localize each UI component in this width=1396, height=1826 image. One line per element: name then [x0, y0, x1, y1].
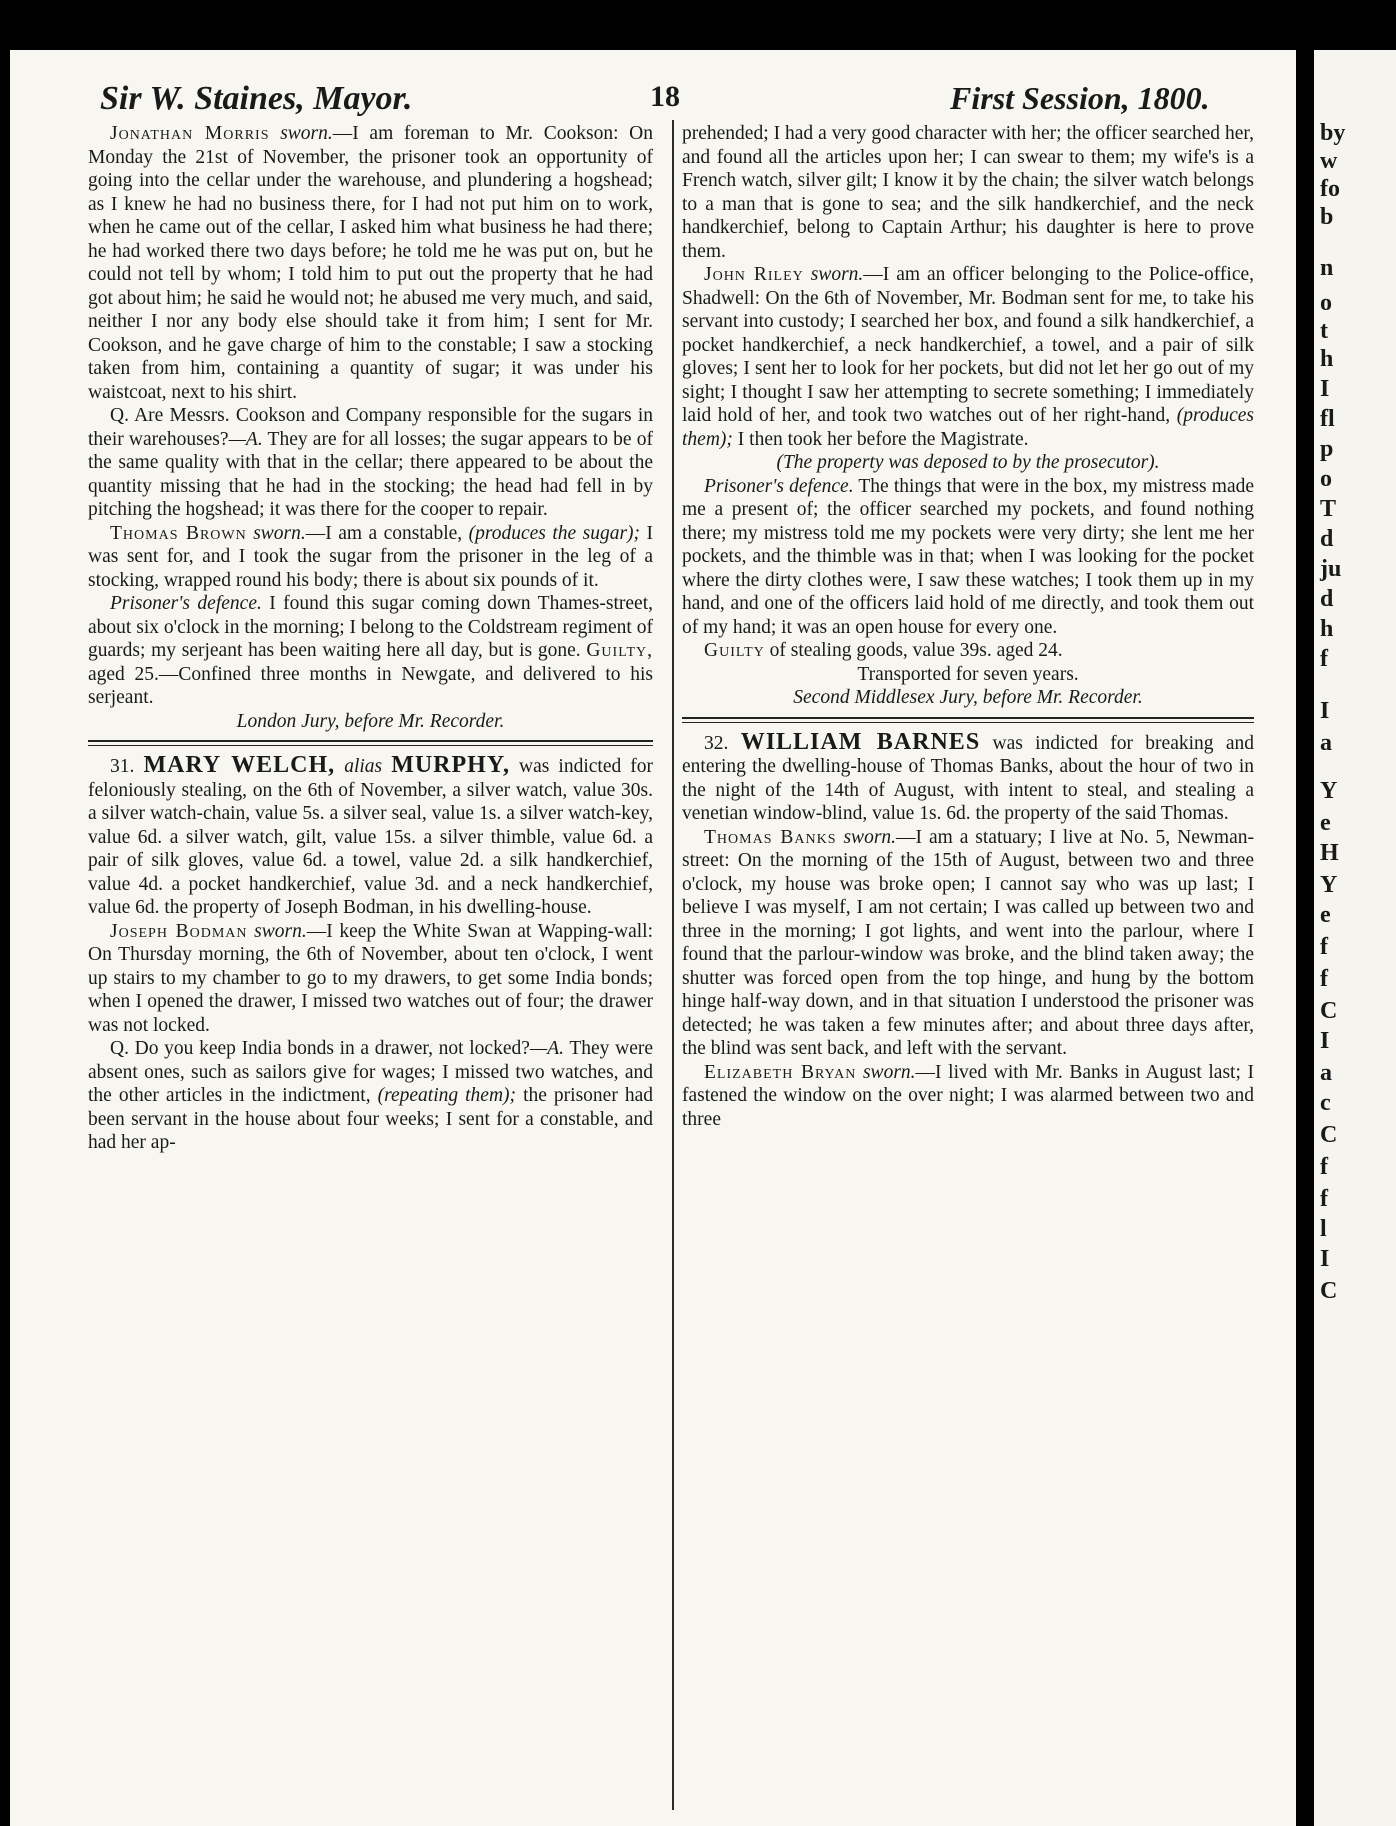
- defendant-name: WILLIAM BARNES: [740, 728, 981, 755]
- jury-line: Second Middlesex Jury, before Mr. Recorder.: [793, 687, 1143, 708]
- next-page-letter: f: [1320, 1154, 1328, 1180]
- testimony-riley: [682, 263, 1254, 451]
- next-page-letter: b: [1320, 204, 1334, 230]
- next-page-letter: ju: [1320, 556, 1342, 582]
- answer-label: —A.: [228, 428, 263, 450]
- produces-note: (produces the sugar);: [468, 522, 641, 544]
- question-block: [88, 404, 653, 522]
- next-page-letter: a: [1320, 730, 1332, 756]
- defence-text: I found this sugar coming down Thames-street, about six o'clock in the morning; I belong to the Coldstream regiment of guards; my serjeant has been waiting here all day, but is gone.: [88, 593, 653, 661]
- next-page-letter: I: [1320, 376, 1330, 402]
- next-page-letter: by: [1320, 120, 1346, 146]
- witness-name: Thomas Banks: [704, 826, 837, 848]
- next-page-letter: f: [1320, 646, 1328, 672]
- case-number: 31.: [110, 756, 135, 777]
- alias-name: MURPHY,: [391, 752, 510, 778]
- property-deposed-note: (The property was deposed to by the prosecutor).: [776, 452, 1160, 473]
- testimony-banks: [682, 826, 1254, 1061]
- defence-label: Prisoner's defence.: [704, 475, 854, 497]
- next-page-letter: e: [1320, 902, 1331, 928]
- defendant-name: MARY WELCH,: [143, 752, 336, 778]
- jury-line: London Jury, before Mr. Recorder.: [236, 710, 505, 732]
- witness-name: Elizabeth Bryan: [704, 1061, 857, 1083]
- verdict-text: aged 25.—Confined three months in Newgate, and delivered to his serjeant.: [88, 663, 653, 708]
- repeating-note: (repeating them);: [377, 1085, 517, 1106]
- testimony-text-cont: I was sent for, and I took the sugar from the prisoner in the leg of a stocking, wrapped round his body; there is about six pounds of it.: [88, 522, 654, 591]
- prisoner-defence: [682, 475, 1254, 640]
- testimony-text: —I am foreman to Mr. Cookson: On Monday the 21st of November, the prisoner took an opportunity of going into the cellar under the warehouse, and plundering a hogshead; as I knew he had no business there, for I had not put him on to work, when he came out of the cellar, I asked him what business he had there; he had worked there two days before; he told me he was put on, but he could not tell by whom; I told him to put out the property that he had got about him; he said he would not; he abused me very much, and said, neither I nor any body else should take it from him; I sent for Mr. Cookson, and he gave charge of him to the constable; I saw a stocking taken from him, containing a quantity of sugar; it was under his waistcoat, next to his shirt.: [88, 123, 654, 403]
- sworn-label: sworn.: [253, 522, 306, 544]
- next-page-letter: I: [1320, 698, 1330, 724]
- sworn-label: sworn.: [843, 826, 897, 848]
- witness-name: Jonathan Morris: [110, 123, 270, 144]
- indictment-text: was indicted for breaking and entering the dwelling-house of Thomas Banks, about the hour of two in the night of the 14th of August, with intent to steal, and stealing a venetian window-blind, value 1s. 6d. the property of the said Thomas.: [682, 732, 1254, 824]
- next-page-letter: w: [1320, 148, 1338, 174]
- answer-text: They were absent ones, such as sailors give for wages; I missed two watches, and the other articles in the indictment,: [88, 1038, 653, 1106]
- next-page-letter: Y: [1320, 778, 1338, 804]
- testimony-bryan: [682, 1061, 1254, 1132]
- defence-label: Prisoner's defence.: [110, 593, 262, 614]
- next-page-letter: f: [1320, 934, 1328, 960]
- next-page-letter: f: [1320, 966, 1328, 992]
- prisoner-defence: [88, 592, 653, 710]
- testimony-brown: [88, 522, 653, 593]
- next-page-letter: C: [1320, 998, 1338, 1024]
- document-page: [10, 50, 1296, 1826]
- next-page-letter: I: [1320, 1028, 1330, 1054]
- next-page-letter: h: [1320, 346, 1334, 372]
- next-page-letter: T: [1320, 496, 1337, 522]
- witness-name: Joseph Bodman: [110, 920, 248, 942]
- answer-text: They are for all losses; the sugar appears to be of the same quality with that in the cellar; there appeared to be about the quantity missing that he had in the stocking; the head had fell in by pitching the hogshead; it was there for the cooper to repair.: [88, 428, 653, 520]
- next-page-letter: f: [1320, 1186, 1328, 1212]
- page-number: 18: [650, 80, 680, 113]
- next-page-letter: d: [1320, 586, 1334, 612]
- next-page-letter: o: [1320, 290, 1332, 316]
- next-page-letter: I: [1320, 1246, 1330, 1272]
- alias-label: alias: [344, 756, 383, 777]
- next-page-letter: n: [1320, 255, 1334, 281]
- sentence-line: Transported for seven years.: [857, 663, 1079, 685]
- next-page-letter: a: [1320, 1060, 1332, 1086]
- section-rule: [88, 740, 653, 746]
- case-32-indictment: [682, 728, 1254, 826]
- question-text: Q. Are Messrs. Cookson and Company responsible for the sugars in their warehouses?: [88, 405, 653, 450]
- next-page-letter: c: [1320, 1090, 1331, 1116]
- next-page-letter: t: [1320, 318, 1328, 344]
- answer-text-cont: the prisoner had been servant in the house about four weeks; I sent for a constable, and had her ap-: [88, 1085, 653, 1153]
- header-session: First Session, 1800.: [950, 80, 1210, 116]
- testimony-text: —I am an officer belonging to the Police-office, Shadwell: On the 6th of November, Mr. Bodman sent for me, to take his servant into custody; I searched her box, and found a silk handkerchief, a pocket handkerchief, a neck handkerchief, a towel, and a pair of silk gloves; I sent her to look for her pockets, but did not let her go out of my sight; I thought I saw her attempting to secrete something; I immediately laid hold of her, and took two watches out of her right-hand,: [682, 264, 1255, 426]
- continuation-text: prehended; I had a very good character with her; the officer searched her, and found all the articles upon her; I can swear to them; my wife's is a French watch, silver gilt; I know it by the chain; the silver watch belongs to a man that is gone to sea; and the silk handkerchief, and the neck handkerchief, belong to Captain Arthur; his daughter is here to prove them.: [682, 123, 1254, 262]
- verdict-guilty: Guilty: [704, 640, 765, 661]
- testimony-text-cont: I then took her before the Magistrate.: [737, 428, 1029, 450]
- next-page-letter: p: [1320, 436, 1334, 462]
- next-page-letter: H: [1320, 840, 1339, 866]
- testimony-text: —I am a constable,: [305, 522, 463, 544]
- witness-name: Thomas Brown: [110, 522, 247, 544]
- next-page-letter: fl: [1320, 406, 1335, 432]
- sworn-label: sworn.: [280, 123, 333, 144]
- question-block-2: [88, 1037, 653, 1155]
- next-page-letter: Y: [1320, 872, 1338, 898]
- produces-note: (produces them);: [682, 405, 1254, 450]
- defence-text: The things that were in the box, my mistress made me a present of; the officer searched my pockets, and found nothing there; my mistress told me my pockets were very dirty; she lent me her pockets, and the thimble was in that; when I was looking for the pocket where the dirty clothes were, I saw these watches; I took them up in my hand, and one of the officers laid hold of me directly, and took them out of my hand; it was an open house for every one.: [682, 475, 1255, 638]
- witness-name: John Riley: [704, 264, 804, 285]
- testimony-text: —I keep the White Swan at Wapping-wall: On Thursday morning, the 6th of November, about ten o'clock, I went up stairs to my chamber to go to my drawers, to get some India bonds; when I opened the drawer, I missed two watches out of four; the drawer was not locked.: [88, 920, 653, 1036]
- sworn-label: sworn.: [810, 264, 864, 285]
- case-number: 32.: [704, 732, 729, 754]
- verdict-line: [682, 639, 1254, 663]
- sworn-label: sworn.: [254, 920, 307, 942]
- verdict-guilty: Guilty,: [586, 640, 654, 661]
- indictment-text: was indicted for feloniously stealing, on the 6th of November, a silver watch, value 30s. a silver watch-chain, value 5s. a silver seal, value 1s. a silver watch-key, value 6d. a silver watch, gilt, value 15s. a silver thimble, value 6d. a pair of silk gloves, value 6d. a towel, value 2d. a silk handkerchief, value 4d. a pocket handkerchief, value 3d. and a neck handkerchief, value 6d. the property of Joseph Bodman, in his dwelling-house.: [88, 756, 654, 918]
- next-page-letter: l: [1320, 1216, 1327, 1242]
- next-page-letter: fo: [1320, 176, 1340, 202]
- question-text: Q. Do you keep India bonds in a drawer, not locked?: [110, 1038, 530, 1059]
- next-page-letter: d: [1320, 526, 1334, 552]
- next-page-letter: h: [1320, 616, 1334, 642]
- next-page-letter: e: [1320, 810, 1331, 836]
- left-column: [88, 122, 653, 1155]
- next-page-letter: C: [1320, 1278, 1338, 1304]
- column-divider: [672, 120, 674, 1810]
- header-mayor: Sir W. Staines, Mayor.: [100, 80, 413, 117]
- sworn-label: sworn.: [862, 1061, 916, 1083]
- verdict-text: of stealing goods, value 39s. aged 24.: [769, 640, 1063, 661]
- next-page-letter: C: [1320, 1122, 1338, 1148]
- next-page-letter: o: [1320, 466, 1332, 492]
- testimony-text: —I lived with Mr. Banks in August last; I fastened the window on the over night; I was alarmed between two and three: [682, 1061, 1254, 1130]
- answer-label: —A.: [529, 1038, 565, 1059]
- section-rule: [682, 717, 1254, 723]
- right-column: [682, 122, 1254, 1131]
- testimony-text: —I am a statuary; I live at No. 5, Newman-street: On the morning of the 15th of August, between two and three o'clock, my house was broke open; I cannot say who was up last; I believe I was myself, I am not certain; I was called up between two and three in the morning; I got lights, and went into the parlour, where I found that the parlour-window was broke, and the blind taken away; the shutter was forced open from the top hinge, and hung by the bottom hinge half-way down, and in that situation I understood the prisoner was detected; he was taken a few minutes after; and about three days after, the blind was sent back, and left with the servant.: [682, 826, 1254, 1059]
- testimony-morris: [88, 122, 653, 404]
- next-page-fragment: [1314, 50, 1396, 1826]
- case-31-indictment: [88, 754, 653, 920]
- testimony-bodman: [88, 920, 653, 1038]
